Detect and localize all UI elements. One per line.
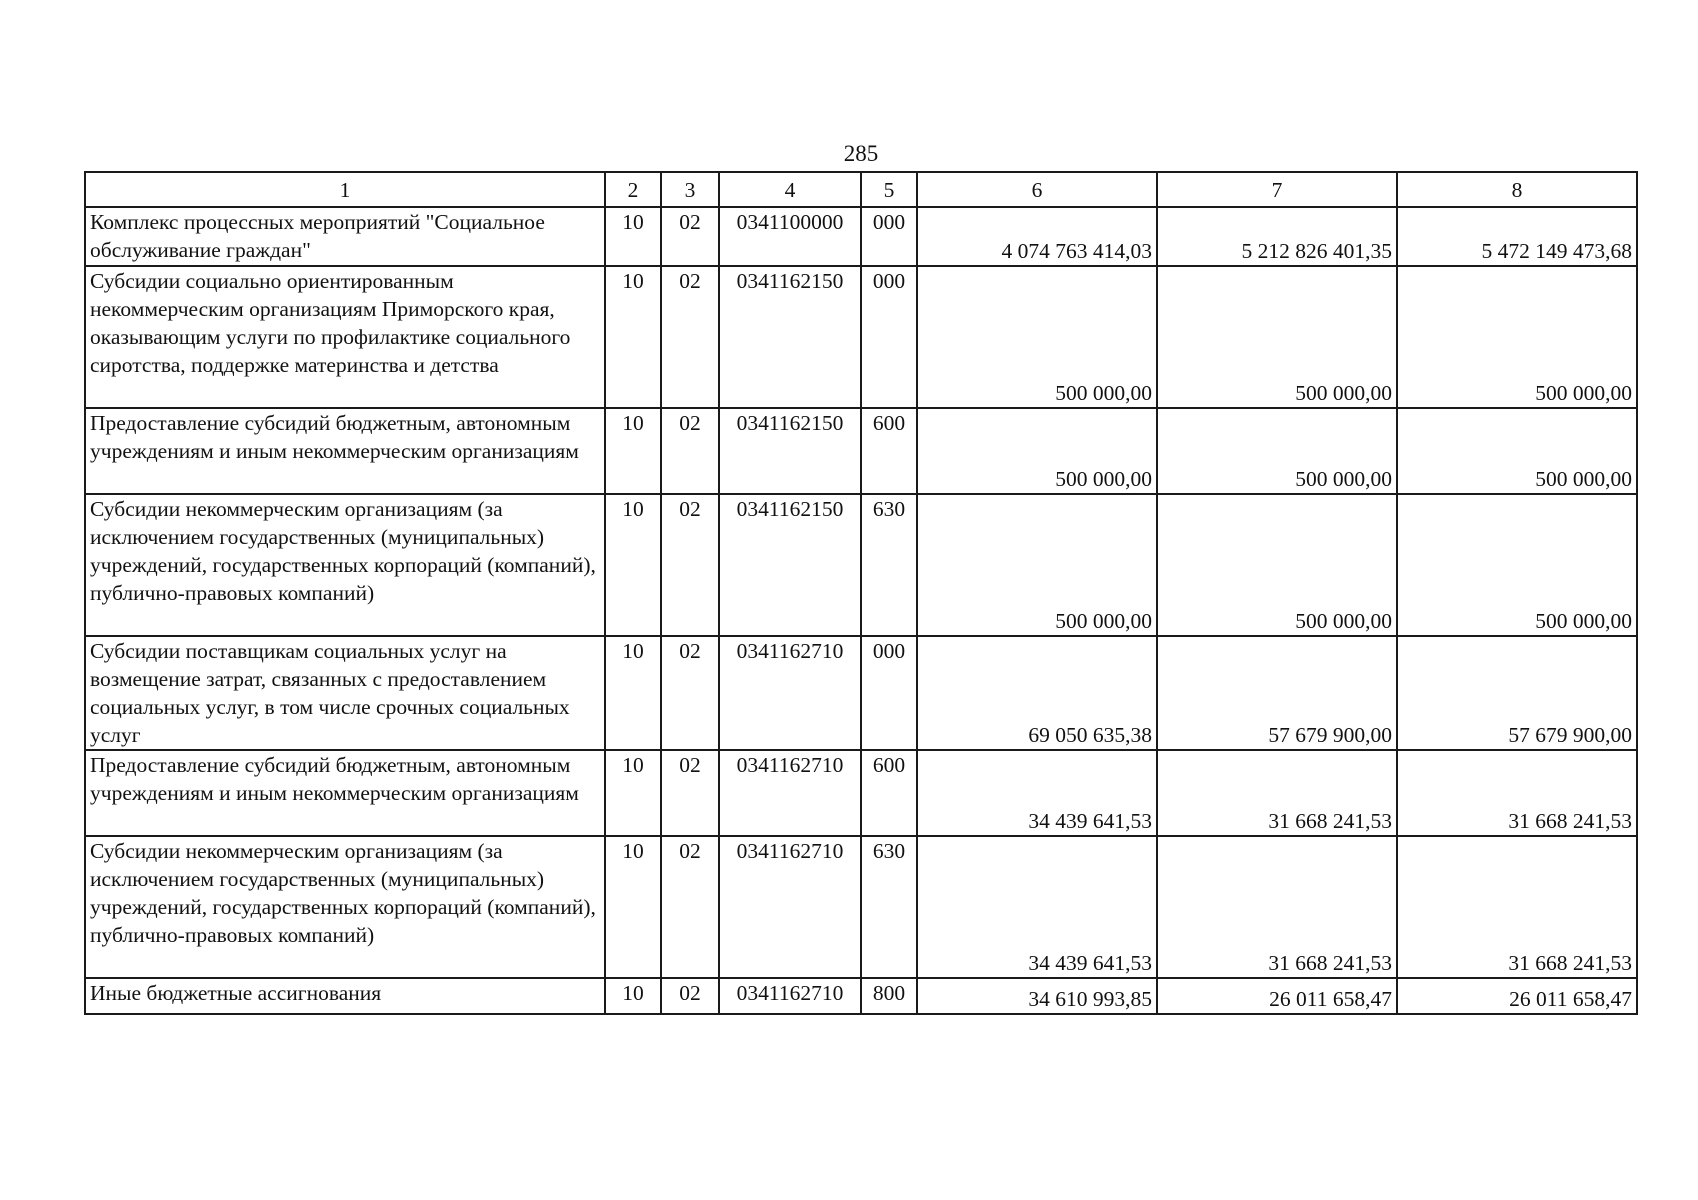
expense-type-cell: 600	[861, 750, 917, 836]
table-header-row	[85, 172, 1637, 207]
header-cell: 3	[661, 172, 719, 207]
target-article-cell: 0341162710	[719, 836, 861, 978]
subsection-code-cell: 02	[661, 636, 719, 750]
target-article-cell: 0341162150	[719, 494, 861, 636]
table-row	[85, 207, 1637, 266]
target-article-cell: 0341162150	[719, 266, 861, 408]
section-code-cell: 10	[605, 408, 661, 494]
section-code-cell: 10	[605, 836, 661, 978]
amount-col8-cell: 500 000,00	[1397, 408, 1637, 494]
amount-col6-cell: 500 000,00	[917, 494, 1157, 636]
target-article-cell: 0341162710	[719, 636, 861, 750]
amount-col7-cell: 500 000,00	[1157, 494, 1397, 636]
target-article-cell: 0341162150	[719, 408, 861, 494]
section-code-cell: 10	[605, 494, 661, 636]
expense-type-cell: 000	[861, 636, 917, 750]
amount-col8-cell: 500 000,00	[1397, 266, 1637, 408]
item-name-cell: Комплекс процессных мероприятий "Социальное обслуживание граждан"	[85, 207, 605, 266]
table-row	[85, 408, 1637, 494]
header-cell: 2	[605, 172, 661, 207]
page-number: 285	[843, 141, 879, 166]
section-code-cell: 10	[605, 978, 661, 1014]
expense-type-cell: 800	[861, 978, 917, 1014]
amount-col7-cell: 500 000,00	[1157, 408, 1397, 494]
amount-col7-cell: 26 011 658,47	[1157, 978, 1397, 1014]
section-code-cell: 10	[605, 636, 661, 750]
section-code-cell: 10	[605, 207, 661, 266]
expense-type-cell: 000	[861, 207, 917, 266]
amount-col7-cell: 5 212 826 401,35	[1157, 207, 1397, 266]
header-cell: 1	[85, 172, 605, 207]
amount-col6-cell: 34 439 641,53	[917, 750, 1157, 836]
table-row	[85, 494, 1637, 636]
subsection-code-cell: 02	[661, 978, 719, 1014]
item-name-cell: Субсидии некоммерческим организациям (за исключением государственных (муниципальных) учреждений, государственных корпораций (компаний), публично-правовых компаний)	[85, 494, 605, 636]
amount-col6-cell: 69 050 635,38	[917, 636, 1157, 750]
budget-table	[84, 171, 1638, 1015]
subsection-code-cell: 02	[661, 494, 719, 636]
item-name-cell: Предоставление субсидий бюджетным, автономным учреждениям и иным некоммерческим организациям	[85, 408, 605, 494]
amount-col8-cell: 31 668 241,53	[1397, 836, 1637, 978]
amount-col8-cell: 26 011 658,47	[1397, 978, 1637, 1014]
target-article-cell: 0341162710	[719, 978, 861, 1014]
header-cell: 8	[1397, 172, 1637, 207]
header-cell: 5	[861, 172, 917, 207]
table-row	[85, 636, 1637, 750]
table-row	[85, 266, 1637, 408]
target-article-cell: 0341162710	[719, 750, 861, 836]
amount-col8-cell: 31 668 241,53	[1397, 750, 1637, 836]
subsection-code-cell: 02	[661, 408, 719, 494]
table-row	[85, 750, 1637, 836]
amount-col8-cell: 57 679 900,00	[1397, 636, 1637, 750]
header-cell: 4	[719, 172, 861, 207]
header-cell: 6	[917, 172, 1157, 207]
header-cell: 7	[1157, 172, 1397, 207]
subsection-code-cell: 02	[661, 266, 719, 408]
table-row	[85, 836, 1637, 978]
amount-col7-cell: 31 668 241,53	[1157, 750, 1397, 836]
amount-col8-cell: 5 472 149 473,68	[1397, 207, 1637, 266]
section-code-cell: 10	[605, 750, 661, 836]
item-name-cell: Субсидии социально ориентированным некоммерческим организациям Приморского края, оказывающим услуги по профилактике социального сиротства, поддержке материнства и детства	[85, 266, 605, 408]
expense-type-cell: 630	[861, 494, 917, 636]
table-row	[85, 978, 1637, 1014]
subsection-code-cell: 02	[661, 207, 719, 266]
amount-col6-cell: 500 000,00	[917, 408, 1157, 494]
amount-col7-cell: 500 000,00	[1157, 266, 1397, 408]
item-name-cell: Субсидии поставщикам социальных услуг на возмещение затрат, связанных с предоставлением социальных услуг, в том числе срочных социальных услуг	[85, 636, 605, 750]
subsection-code-cell: 02	[661, 750, 719, 836]
item-name-cell: Субсидии некоммерческим организациям (за исключением государственных (муниципальных) учреждений, государственных корпораций (компаний), публично-правовых компаний)	[85, 836, 605, 978]
item-name-cell: Иные бюджетные ассигнования	[85, 978, 605, 1014]
subsection-code-cell: 02	[661, 836, 719, 978]
expense-type-cell: 630	[861, 836, 917, 978]
amount-col6-cell: 4 074 763 414,03	[917, 207, 1157, 266]
amount-col6-cell: 34 610 993,85	[917, 978, 1157, 1014]
expense-type-cell: 000	[861, 266, 917, 408]
amount-col7-cell: 31 668 241,53	[1157, 836, 1397, 978]
item-name-cell: Предоставление субсидий бюджетным, автономным учреждениям и иным некоммерческим организациям	[85, 750, 605, 836]
section-code-cell: 10	[605, 266, 661, 408]
amount-col7-cell: 57 679 900,00	[1157, 636, 1397, 750]
amount-col6-cell: 34 439 641,53	[917, 836, 1157, 978]
target-article-cell: 0341100000	[719, 207, 861, 266]
amount-col8-cell: 500 000,00	[1397, 494, 1637, 636]
expense-type-cell: 600	[861, 408, 917, 494]
amount-col6-cell: 500 000,00	[917, 266, 1157, 408]
